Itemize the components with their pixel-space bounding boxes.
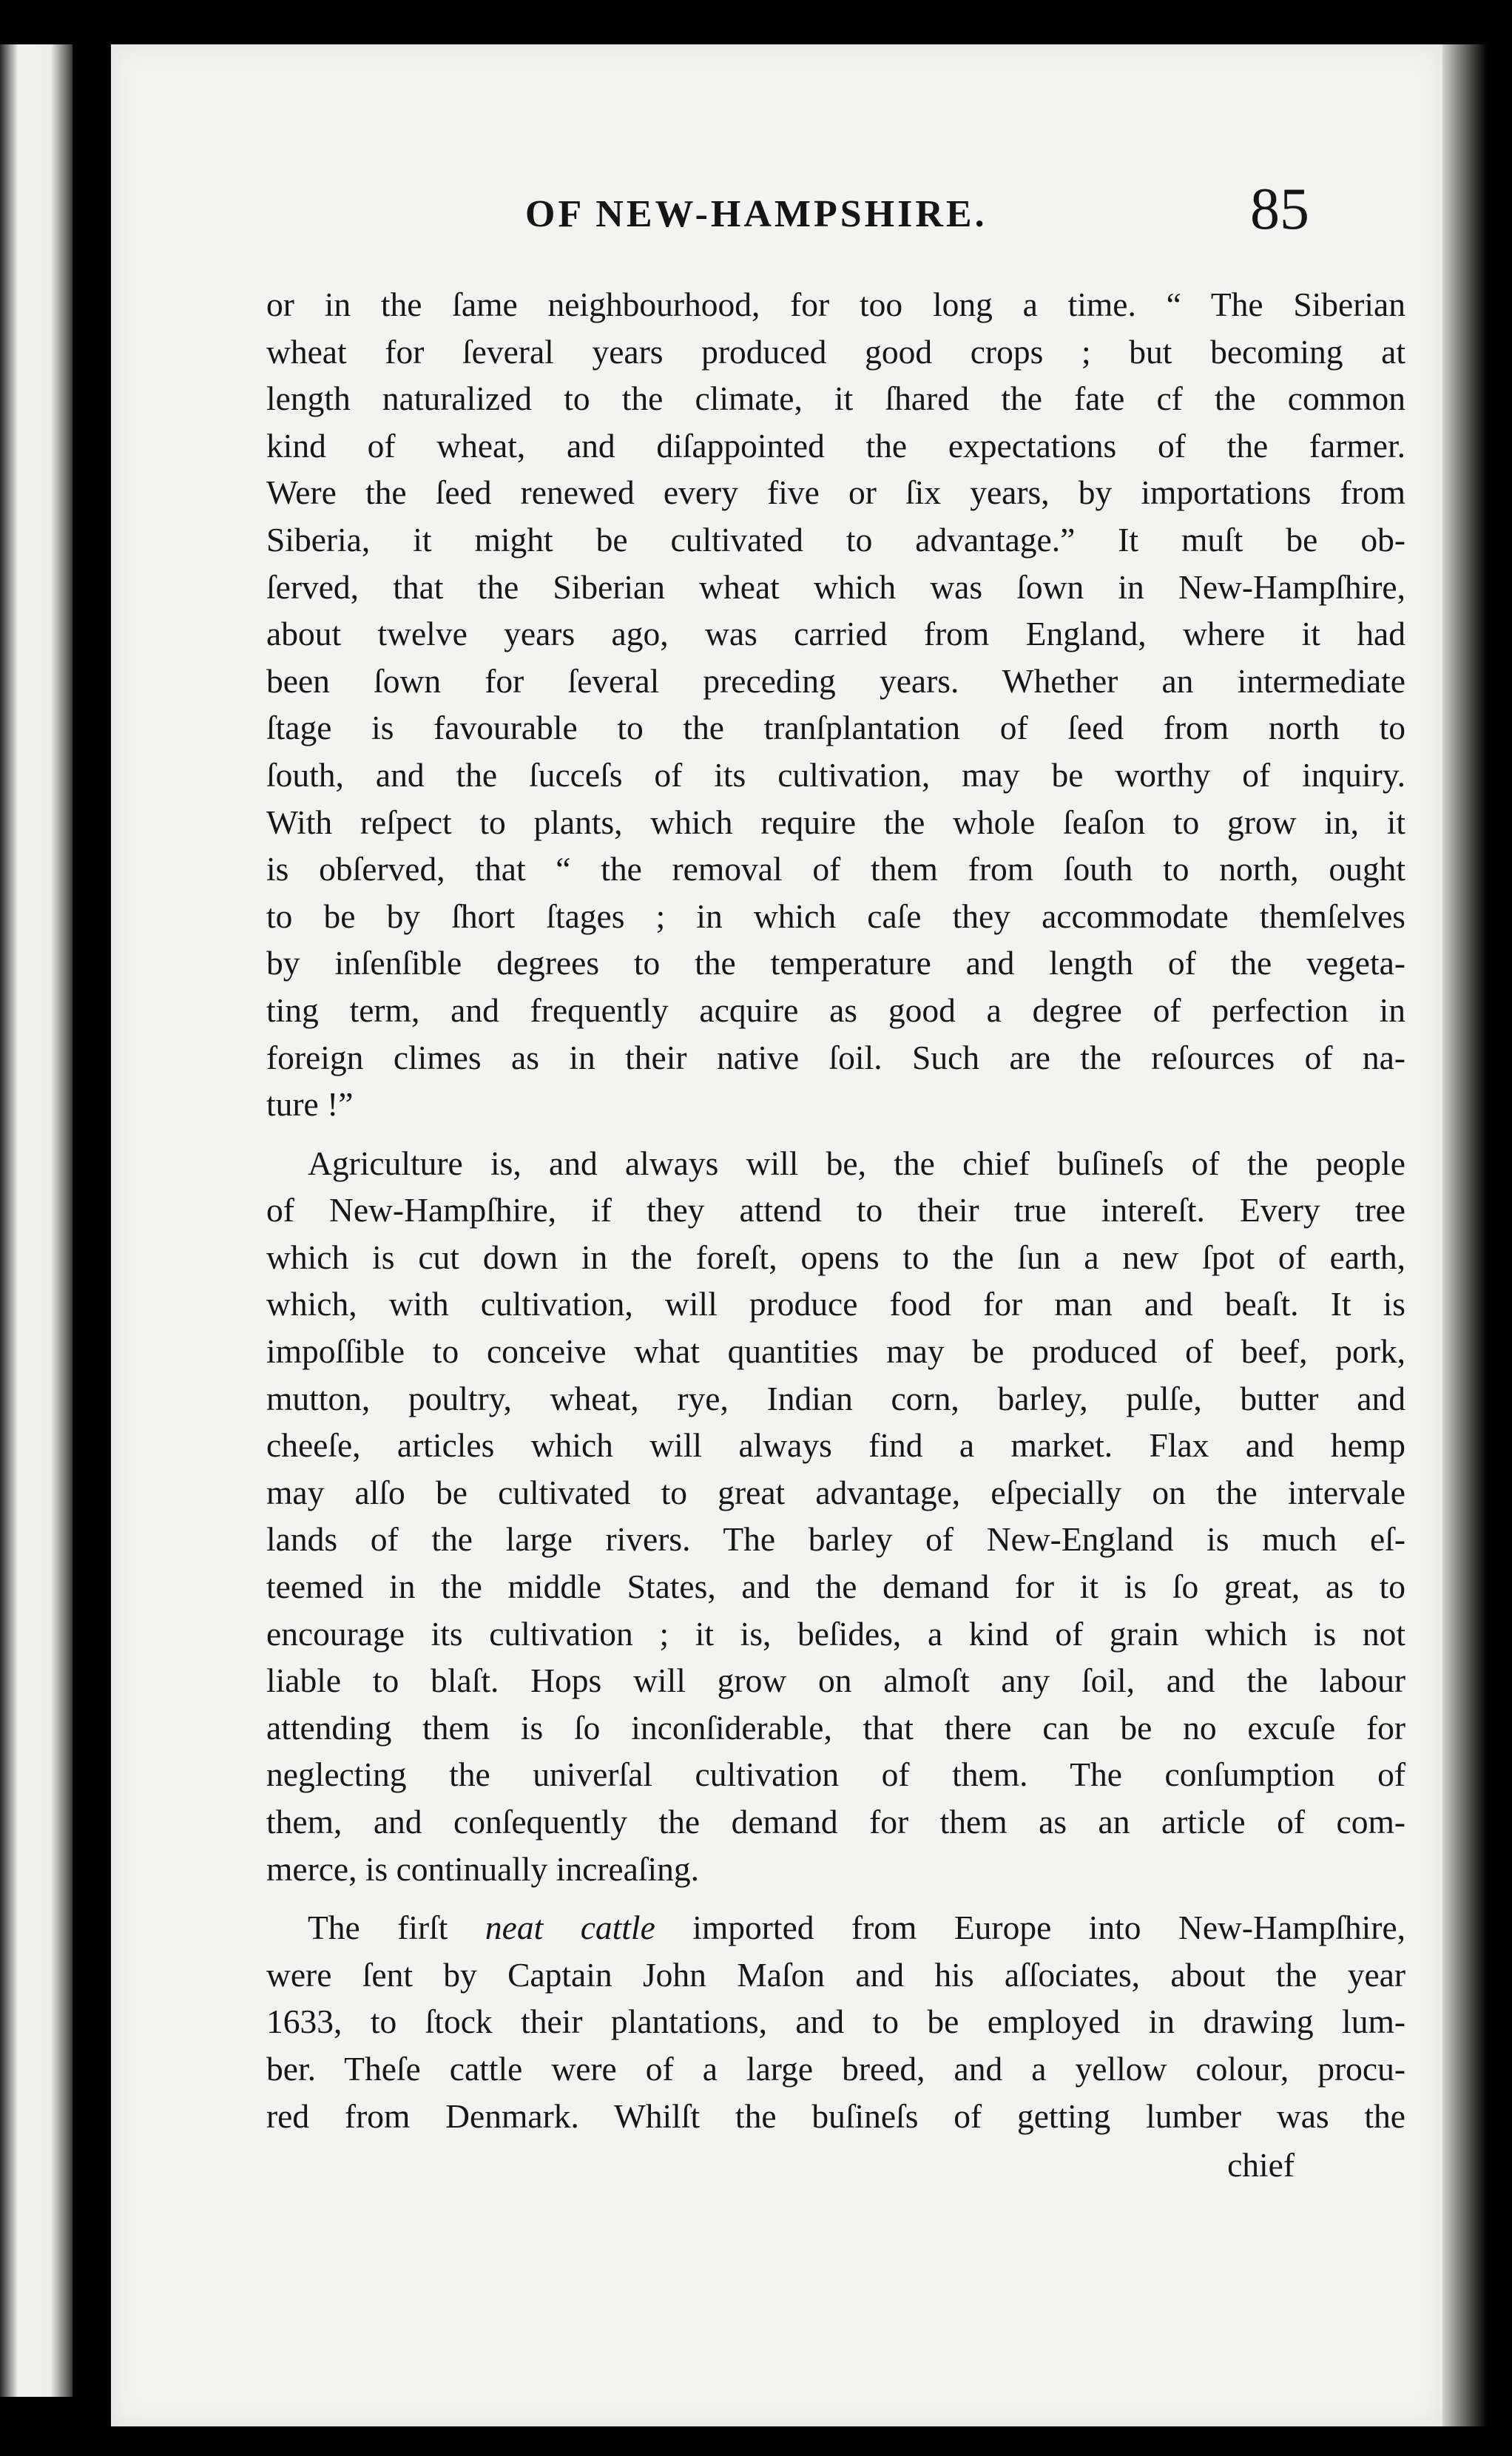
text-line: ſouth, and the ſucceſs of its cultivation, may be worthy of inquiry. xyxy=(266,755,1405,794)
text-line: impoſſible to conceive what quantities may be produced of beef, pork, xyxy=(266,1332,1405,1371)
text-line: been ſown for ſeveral preceding years. Whether an intermediate xyxy=(266,661,1405,700)
adjacent-page-edge xyxy=(0,44,72,2397)
text-line: mutton, poultry, wheat, rye, Indian corn, barley, pulſe, butter and xyxy=(266,1379,1405,1417)
text-line: With reſpect to plants, which require the whole ſeaſon to grow in, it xyxy=(266,803,1405,841)
text-line: is obſerved, that “ the removal of them from ſouth to north, ought xyxy=(266,850,1405,888)
page-header xyxy=(525,176,1309,250)
text-line: red from Denmark. Whilſt the buſineſs of getting lumber was the xyxy=(266,2096,1405,2135)
text-line: ber. Theſe cattle were of a large breed, and a yellow colour, procu- xyxy=(266,2049,1405,2088)
text-line: ting term, and frequently acquire as good a degree of perfection in xyxy=(266,991,1405,1029)
text-line: which, with cultivation, will produce food for man and beaſt. It is xyxy=(266,1285,1405,1323)
catchword: chief xyxy=(1227,2146,1295,2184)
text-line xyxy=(266,1904,1405,1951)
text-line: by inſenſible degrees to the temperature and length of the vegeta- xyxy=(266,944,1405,982)
text-line: about twelve years ago, was carried from England, where it had xyxy=(266,615,1405,653)
italic-phrase: neat cattle xyxy=(485,1909,655,1947)
text-line: Were the ſeed renewed every five or ſix years, by importations from xyxy=(266,473,1405,512)
text-line: kind of wheat, and diſappointed the expectations of the farmer. xyxy=(266,426,1405,465)
text-line: merce, is continually increaſing. xyxy=(266,1849,699,1888)
text-line: neglecting the univerſal cultivation of them. The conſumption of xyxy=(266,1755,1405,1794)
text-line: of New-Hampſhire, if they attend to their true intereſt. Every tree xyxy=(266,1191,1405,1229)
text-line: or in the ſame neighbourhood, for too long a time. “ The Siberian xyxy=(266,286,1405,323)
text-line: ſerved, that the Siberian wheat which was ſown in New-Hampſhire, xyxy=(266,567,1405,606)
text-line: Siberia, it might be cultivated to advantage.” It muſt be ob- xyxy=(266,520,1405,559)
body-text xyxy=(266,281,1405,2139)
text-line: to be by ſhort ſtages ; in which caſe they accommodate themſelves xyxy=(266,897,1405,935)
text-line: attending them is ſo inconſiderable, that there can be no excuſe for xyxy=(266,1708,1405,1747)
text-fragment: imported from Europe into New-Hampſhire, xyxy=(655,1909,1406,1947)
text-line: Agriculture is, and always will be, the chief buſineſs of the people xyxy=(308,1144,1405,1182)
book-page xyxy=(111,44,1442,2426)
text-line: encourage its cultivation ; it is, beſides, a kind of grain which is not xyxy=(266,1614,1405,1653)
page-number: 85 xyxy=(1250,177,1309,242)
text-line: lands of the large rivers. The barley of New-England is much eſ- xyxy=(266,1520,1405,1559)
page-shadow xyxy=(1442,44,1487,2426)
text-line: which is cut down in the foreſt, opens to the ſun a new ſpot of earth, xyxy=(266,1238,1405,1276)
text-line: were ſent by Captain John Maſon and his aſſociates, about the year xyxy=(266,1955,1405,1994)
text-line: cheeſe, articles which will always find a market. Flax and hemp xyxy=(266,1426,1405,1465)
text-line: 1633, to ſtock their plantations, and to be employed in drawing lum- xyxy=(266,2003,1405,2041)
text-line: them, and conſequently the demand for them as an article of com- xyxy=(266,1803,1405,1841)
text-line: may alſo be cultivated to great advantage, eſpecially on the intervale xyxy=(266,1473,1405,1511)
running-head: OF NEW-HAMPSHIRE. xyxy=(525,193,988,235)
text-line: teemed in the middle States, and the demand for it is ſo great, as to xyxy=(266,1568,1405,1606)
text-line: length naturalized to the climate, it ſhared the fate cf the common xyxy=(266,379,1405,418)
text-line: ſtage is favourable to the tranſplantation of ſeed from north to xyxy=(266,709,1405,747)
text-fragment: The firſt xyxy=(308,1909,485,1947)
text-line: ture !” xyxy=(266,1085,354,1124)
text-line: wheat for ſeveral years produced good crops ; but becoming at xyxy=(266,332,1405,371)
text-line: foreign climes as in their native ſoil. Such are the reſources of na- xyxy=(266,1038,1405,1076)
text-line: liable to blaſt. Hops will grow on almoſt any ſoil, and the labour xyxy=(266,1661,1405,1700)
